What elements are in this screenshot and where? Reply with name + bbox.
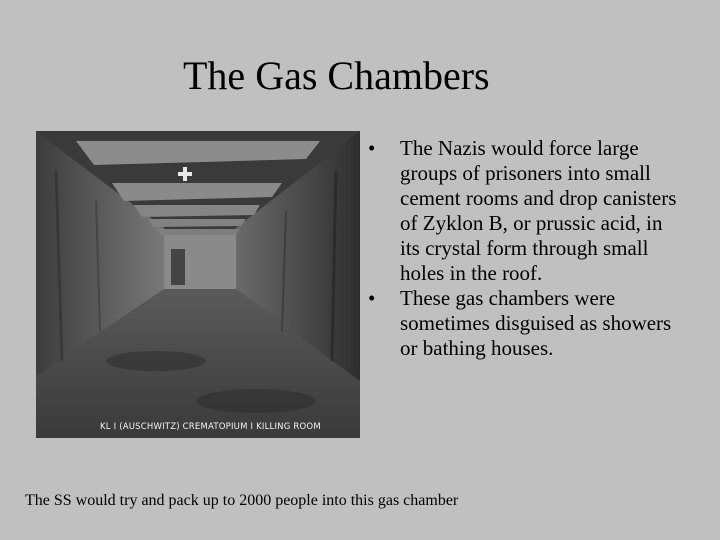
- gas-chamber-photo-image: [36, 131, 360, 438]
- gas-chamber-photo: [36, 131, 360, 438]
- slide-title: The Gas Chambers: [183, 53, 490, 98]
- bullet-item: [364, 286, 684, 361]
- bullet-marker: •: [368, 286, 376, 310]
- bullet-item: [364, 136, 684, 286]
- footer-caption: The SS would try and pack up to 2000 people into this gas chamber: [25, 492, 459, 509]
- photo-caption: KL I (AUSCHWITZ) CREMATOPIUM I KILLING ROOM: [100, 422, 321, 432]
- bullet-text: The Nazis would force large groups of prisoners into small cement rooms and drop canisters of Zyklon B, or prussic acid, in its crystal form through small holes in the roof.: [400, 136, 677, 285]
- bullet-marker: •: [368, 136, 376, 160]
- bullet-list: [364, 136, 684, 361]
- bullet-text: These gas chambers were sometimes disguised as showers or bathing houses.: [400, 286, 672, 360]
